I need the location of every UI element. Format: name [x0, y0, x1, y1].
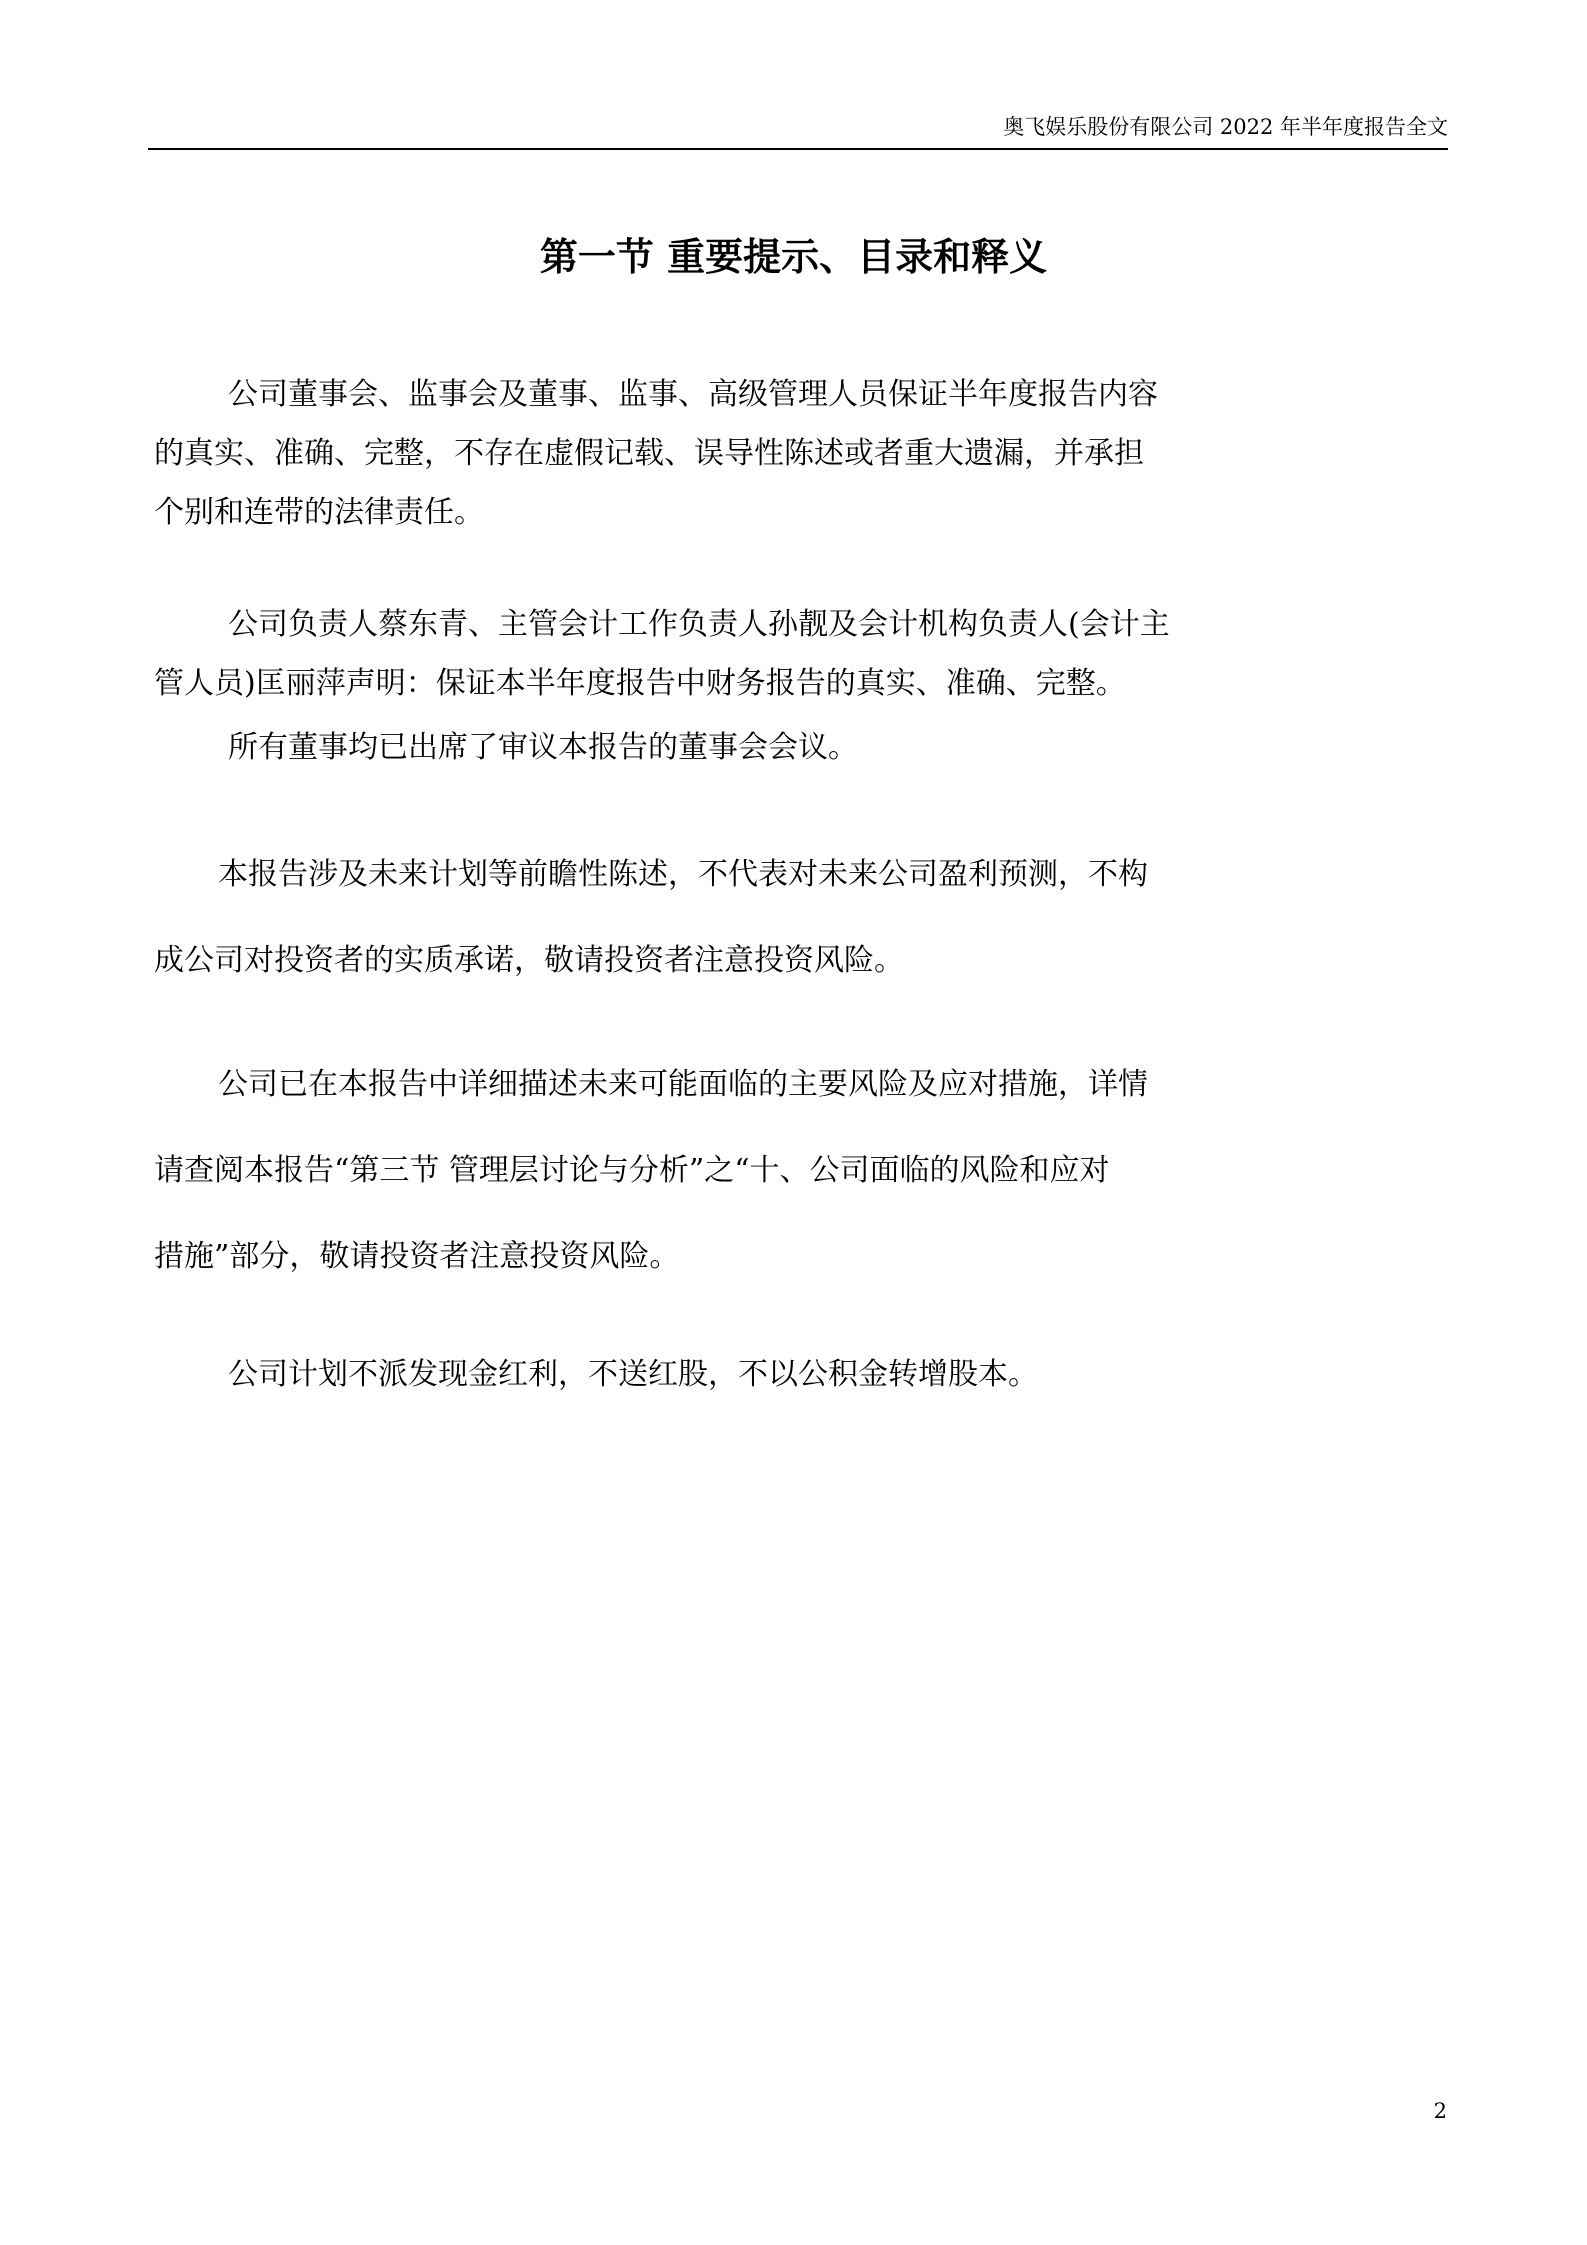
dividend-plan: [154, 1345, 1414, 1404]
forward-looking-statement: [154, 845, 1414, 1017]
paragraph-line: 公司董事会、监事会及董事、监事、高级管理人员保证半年度报告内容: [228, 377, 1158, 412]
page-number: 2: [1433, 2099, 1447, 2123]
risk-disclosure: [154, 1055, 1414, 1313]
paragraph-line: 的真实、准确、完整，不存在虚假记载、误导性陈述或者重大遗漏，并承担: [154, 436, 1144, 471]
paragraph-line: 本报告涉及未来计划等前瞻性陈述，不代表对未来公司盈利预测，不构: [218, 857, 1148, 892]
paragraph-line: 成公司对投资者的实质承诺，敬请投资者注意投资风险。: [154, 943, 904, 978]
paragraph-line: 管人员)匡丽萍声明：保证本半年度报告中财务报告的真实、准确、完整。: [154, 666, 1126, 701]
paragraph-line: 公司计划不派发现金红利，不送红股，不以公积金转增股本。: [228, 1357, 1038, 1392]
paragraph-line: 请查阅本报告“第三节 管理层讨论与分析”之“十、公司面临的风险和应对: [154, 1153, 1110, 1188]
paragraph-line: 公司负责人蔡东青、主管会计工作负责人孙靓及会计机构负责人(会计主: [228, 607, 1170, 642]
responsibility-statement: [154, 365, 1414, 542]
financial-report-declaration: [154, 595, 1414, 713]
section-title: 第一节 重要提示、目录和释义: [539, 235, 1048, 279]
page-header: [148, 112, 1448, 150]
report-header-title: 奥飞娱乐股份有限公司 2022 年半年度报告全文: [1003, 115, 1448, 139]
board-meeting-attendance: [154, 718, 1414, 777]
paragraph-line: 公司已在本报告中详细描述未来可能面临的主要风险及应对措施，详情: [218, 1067, 1148, 1102]
paragraph-line: 措施”部分，敬请投资者注意投资风险。: [154, 1239, 680, 1274]
paragraph-line: 所有董事均已出席了审议本报告的董事会会议。: [228, 730, 858, 765]
paragraph-line: 个别和连带的法律责任。: [154, 495, 484, 530]
